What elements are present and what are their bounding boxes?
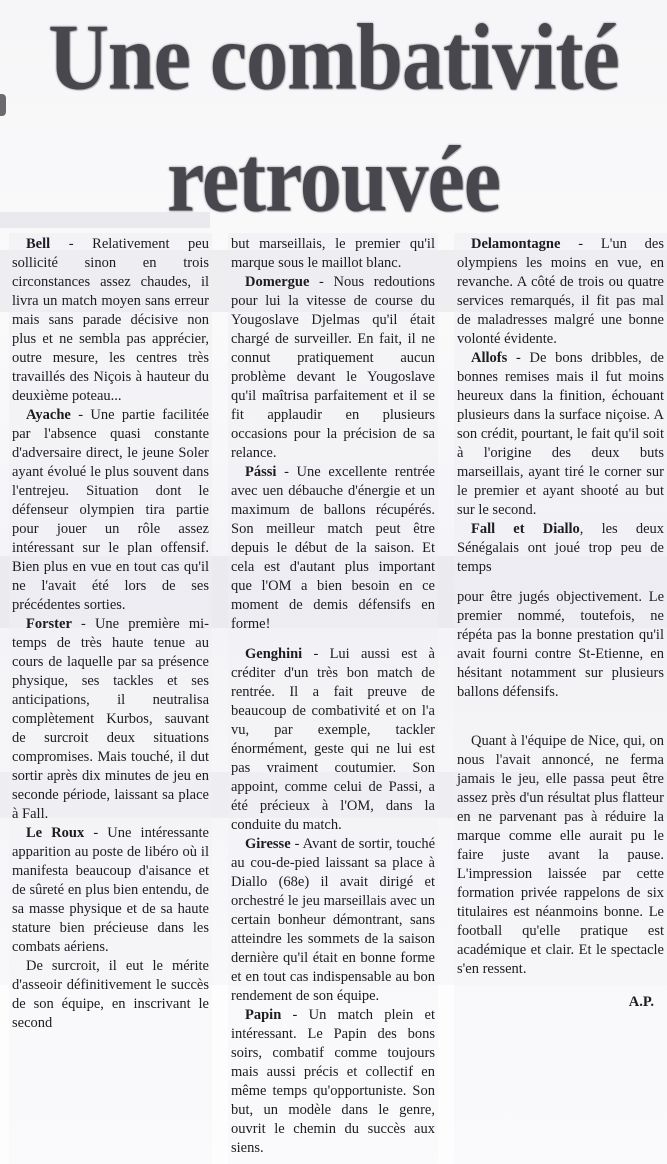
player-name: Allofs — [471, 350, 508, 366]
player-name: Papin — [245, 1007, 282, 1023]
lead-separator: - — [309, 274, 334, 290]
paragraph-text: Une partie facilitée par l'absence quasi constante d'adversaire direct, le jeune Soler ayant évolué le plus souvent dans l'entrejeu. Situation dont le défenseur olympien tira partie pour jouer un rôle assez intéressant sur le plan offensif. Bien plus en vue en tout cas qu'il ne l'avait été lors de ses précédentes sorties. — [12, 407, 209, 613]
paragraph-text: les deux Sénégalais ont joué trop peu de temps — [457, 521, 664, 575]
player-name: Ayache — [26, 407, 71, 423]
lead-separator: - — [276, 464, 297, 480]
paragraph-text: Avant de sortir, touché au cou-de-pied laissant sa place à Diallo (68e) il avait dirigé et orchestré le jeu marseillais avec un certain bonheur démontrant, sans atteindre les sommets de la saison dernière qu'il était en bonne forme et en tout cas indispensable au bon rendement de son équipe. — [231, 836, 436, 1004]
paragraph-text: Une intéressante apparition au poste de libéro où il manifesta beaucoup d'aisance et de sûreté en plus bien entendu, de sa masse physique et de sa haute stature bien précieuse dans les combats aériens. — [12, 825, 209, 955]
paragraph-text: Un match plein et intéressant. Le Papin des bons soirs, combatif comme toujours mais aussi précis et collectif en même temps qu'opportuniste. Son but, un modèle dans le genre, ouvrit le chemin du succès aux siens. — [231, 1007, 435, 1156]
headline-line-2: retrouvée — [166, 127, 501, 232]
column-3 — [454, 233, 667, 1164]
player-name: Giresse — [245, 836, 291, 852]
lead-separator: - — [560, 236, 601, 252]
lead-separator: - — [302, 646, 330, 662]
paragraph-forster — [12, 615, 209, 824]
player-name: Le Roux — [26, 825, 85, 841]
article-body — [9, 233, 667, 1164]
paragraph-text: Une première mi-temps de très haute tenue au cours de laquelle par sa présence physique, ses tackles et ses anticipations, il neutralisa complètement Kurbos, sauvant de surcroit deux situations compromises. Mais touché, il dut sortir après dix minutes de jeu en seconde période, laissant sa place à Fall. — [12, 616, 209, 822]
player-name: Genghini — [245, 646, 303, 662]
paragraph-domergue — [231, 273, 435, 463]
paragraph-continuation — [12, 957, 209, 1033]
lead-separator: , — [579, 521, 602, 537]
player-name: Bell — [26, 236, 51, 252]
paragraph-fall-diallo — [457, 520, 664, 577]
player-name: Pássi — [245, 464, 277, 480]
paragraph-text: Nous redoutions pour lui la vitesse de course du Yougoslave Djelmas qu'il était chargé de surveiller. En fait, il ne connut pratiquement aucun problème devant le Yougoslave qu'il maîtrisa parfaitement et il se fit applaudir en plusieurs occasions pour la précision de sa relance. — [231, 274, 435, 461]
paragraph-le-roux — [12, 824, 209, 957]
paragraph-papin — [231, 1006, 435, 1158]
paragraph-text: Une excellente rentrée avec uen débauche d'énergie et un maximum de ballons récupérés. Son meilleur match peut être depuis le début de la saison. Et cela est d'autant plus important que l'OM a bien besoin en ce moment de demis défensifs en forme! — [231, 464, 435, 632]
lead-separator: - — [507, 350, 530, 366]
lead-separator: - — [70, 407, 91, 423]
paragraph-text: Lui aussi est à créditer d'un très bon match de rentrée. Il a fait preuve de beaucoup de combativité et on l'a vu, par exemple, tackler énormément, geste qui ne lui est pas vraiment coutumier. Son appoint, comme celui de Passi, a été précieux à l'OM, dans la conduite du match. — [231, 646, 435, 833]
paragraph-text: De bons dribbles, de bonnes remises mais il fut moins heureux dans la finition, échouant plusieurs dans la surface niçoise. A son crédit, pourtant, le fait qu'il soit à l'origine des deux buts marseillais, ayant tiré le corner sur le premier et ayant shooté au but sur le second. — [457, 350, 664, 518]
column-2 — [228, 233, 438, 1164]
player-name: Forster — [26, 616, 72, 632]
paragraph-giresse — [231, 835, 435, 1006]
lead-separator: - — [281, 1007, 309, 1023]
paragraph-genghini — [231, 645, 435, 835]
paragraph-text: but marseillais, le premier qu'il marque sous le maillot blanc. — [231, 236, 435, 271]
headline — [0, 0, 667, 232]
paragraph-passi — [231, 463, 435, 634]
paragraph-continuation — [231, 235, 435, 273]
paragraph-nice-summary — [457, 732, 664, 979]
paragraph-continuation — [457, 588, 664, 702]
lead-separator: - — [84, 825, 108, 841]
paragraph-text: De surcroit, il eut le mérite d'asseoir définitivement le succès de son équipe, en inscrivant le second — [12, 958, 209, 1031]
lead-separator: - — [50, 236, 93, 252]
player-name: Domergue — [245, 274, 310, 290]
player-name: Delamontagne — [471, 236, 561, 252]
paragraph-text: Quant à l'équipe de Nice, qui, on nous l'avait annoncé, ne ferma jamais le jeu, elle passa peut être assez près d'un résultat plus flatteur en ne parvenant pas à réduire la marque comme elle aurait pu le faire juste avant la pause. L'impression laissée par cette formation privée rappelons de six titulaires est néanmoins bonne. Le football qu'elle pratique est académique et clair. Et le spectacle s'en ressent. — [457, 733, 664, 977]
column-1 — [9, 233, 212, 1164]
lead-separator: - — [71, 616, 95, 632]
paragraph-text: Relativement peu sollicité sinon en trois circonstances assez chaudes, il livra un match moyen sans erreur mais sans parade décisive non plus et ne sembla pas apprécier, outre mesure, les centres très travaillés des Niçois à hauteur du deuxième poteau... — [12, 236, 209, 404]
paragraph-allofs — [457, 349, 664, 520]
author-initials: A.P. — [628, 994, 654, 1010]
paragraph-ayache — [12, 406, 209, 615]
lead-separator: - — [290, 836, 303, 852]
headline-line-1: Une combativité — [48, 5, 619, 110]
paragraph-text: pour être jugés objectivement. Le premier nommé, toutefois, ne répéta pas la bonne prestation qu'il avait fourni contre St-Etienne, en hésitant notamment sur plusieurs ballons défensifs. — [457, 589, 664, 700]
paragraph-text: L'un des olympiens les moins en vue, en revanche. A côté de trois ou quatre services remarqués, il fit pas mal de maladresses malgré une bonne volonté évidente. — [457, 236, 664, 347]
paragraph-bell — [12, 235, 209, 406]
paragraph-delamontagne — [457, 235, 664, 349]
player-name: Fall et Diallo — [471, 521, 580, 537]
